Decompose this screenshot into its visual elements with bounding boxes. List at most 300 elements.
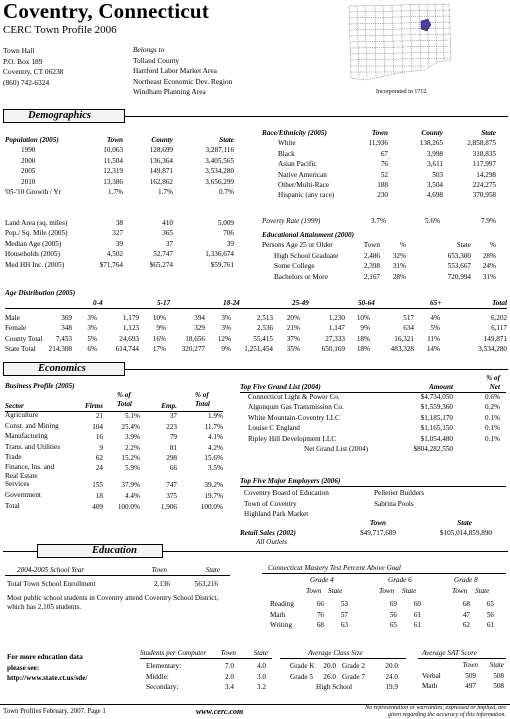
table-cell: 21%: [286, 324, 300, 333]
row-label: 2010: [21, 177, 36, 186]
table-cell: $65,274: [149, 260, 173, 269]
sector-label: Services: [5, 480, 30, 489]
table-cell: 1,230: [328, 313, 345, 322]
table-cell: 614,744: [115, 344, 139, 353]
table-cell: 9: [99, 443, 103, 452]
row-label: 2000: [21, 156, 36, 165]
table-cell: 318,835: [472, 149, 496, 158]
business-row: [5, 422, 227, 432]
grade-label: Grade K: [290, 662, 315, 671]
table-cell: 3,656,299: [205, 177, 234, 186]
table-cell: 0.7%: [219, 187, 234, 196]
subject-label: Reading: [270, 600, 294, 609]
table-cell: 68: [316, 620, 324, 629]
table-cell: 3%: [87, 324, 97, 333]
table-cell: 10%: [152, 313, 166, 322]
race-row: [262, 159, 506, 169]
grade-label: Grade 2: [342, 662, 365, 671]
race-table: Race/Ethnicity (2005) Town County State White 11,936 138,265 2,858,875 Black 67 3,998 318,835 Asian Pacific 76 3,611 117,997 Native American 52 503 14,298 Other/Multi-Race 188 3,504 224,275 Hispanic (any race) 230 4,698 370,958: [262, 128, 506, 201]
table-cell: 57: [340, 610, 348, 619]
table-cell: 24: [95, 464, 103, 473]
table-cell: 4%: [430, 313, 440, 322]
table-cell: 3,534,280: [205, 167, 234, 176]
land-row: [5, 260, 250, 270]
enrollment-rule: [5, 575, 230, 576]
table-cell: 52: [380, 170, 388, 179]
business-row: [5, 443, 227, 453]
table-cell: 509: [465, 671, 476, 680]
table-cell: 76: [316, 610, 324, 619]
table-cell: 3,534,280: [478, 344, 507, 353]
table-cell: 11%: [427, 334, 440, 343]
table-cell: 5.9%: [125, 464, 140, 473]
mastery-col-header: Town: [306, 586, 322, 595]
table-cell: 47: [462, 610, 470, 619]
table-cell: 1.7%: [108, 187, 123, 196]
business-row: [5, 453, 227, 463]
table-cell: 61: [413, 610, 421, 619]
population-row: [5, 166, 250, 176]
race-row: [262, 190, 506, 200]
table-cell: 16%: [152, 334, 166, 343]
table-cell: 117,997: [472, 160, 496, 169]
employers-rule: [240, 486, 506, 487]
table-cell: 720,994: [447, 272, 471, 281]
table-cell: 15.2%: [121, 453, 140, 462]
mastery-row: [262, 620, 506, 630]
row-label: Black: [278, 149, 295, 158]
sat-row: [418, 681, 506, 691]
sector-label: Total: [5, 502, 20, 511]
row-label: High School Graduate: [274, 251, 339, 260]
table-cell: 38: [115, 219, 123, 227]
row-label: Med HH Inc. (2005): [5, 260, 65, 269]
table-cell: 52,747: [153, 250, 173, 259]
table-cell: 136,364: [149, 156, 173, 165]
school-level-label: Secondary:: [146, 683, 179, 692]
class-size-table: Average Class Size Grade K 20.0 Grade 2 20.0 Grade 5 26.0 Grade 7 24.0 High School 19.9: [280, 648, 406, 693]
table-cell: 320,277: [181, 344, 205, 353]
table-cell: 19.9: [385, 683, 398, 692]
table-cell: 3.9%: [125, 433, 140, 442]
class-size-row: [280, 672, 406, 682]
town-title: Coventry, Connecticut: [3, 0, 210, 23]
spc-row: [140, 682, 272, 692]
taxpayer-name: Connecticut Light & Power Co.: [248, 393, 340, 401]
table-cell: 223: [166, 422, 177, 431]
table-cell: 162,862: [149, 177, 173, 186]
employer-row: [240, 499, 506, 509]
employer-name: Sabrina Pools: [374, 499, 414, 508]
grand-list-table: Top Five Grand List (2004) Amount % of Net Connecticut Light & Power Co. $4,734,050 0.6% Algonquin Gas Transmission Co. $1,559,360 0.2% White Mountain-Coventry LLC $1,185,170 0.1% Louise C England $1,165,150 0.1% Ripley Hill Development LLC $1,054,480 0.1% Net Grand List (2004) $804,282,550: [240, 376, 506, 454]
table-cell: 394: [194, 313, 205, 322]
spc-row: [140, 672, 272, 682]
employer-name: Town of Coventry: [244, 499, 297, 508]
business-row: [5, 491, 227, 501]
table-cell: 503: [432, 170, 443, 179]
spc-row: [140, 661, 272, 671]
employer-row: [240, 488, 506, 498]
table-cell: 327: [112, 229, 123, 238]
more-education-info: For more education data please see: http://www.state.ct.us/sde/: [7, 652, 127, 684]
table-cell: 3,405,565: [205, 156, 234, 165]
employer-name: Pelletier Builders: [374, 489, 425, 498]
sde-link[interactable]: http://www.state.ct.us/sde/: [7, 674, 88, 683]
sat-rule: [418, 658, 506, 659]
table-cell: 20.0: [323, 662, 336, 671]
table-cell: 24.0: [385, 672, 398, 681]
table-cell: 2,486: [363, 251, 380, 260]
table-cell: 4.0: [257, 662, 266, 671]
coventry-highlight: [421, 19, 431, 31]
table-cell: 69: [389, 600, 397, 609]
table-cell: 55,415: [253, 334, 273, 343]
age-group-header: 50-64: [358, 299, 375, 308]
table-cell: 76: [380, 160, 388, 169]
taxpayer-name: Ripley Hill Development LLC: [248, 434, 337, 443]
table-cell: 81: [169, 443, 177, 452]
age-group-header: 5-17: [157, 299, 171, 308]
table-cell: 100.0%: [200, 503, 223, 512]
grade-label: High School: [316, 683, 353, 692]
table-cell: 4.1%: [208, 433, 223, 442]
connecticut-town-map: [345, 0, 455, 82]
row-label: Households (2005): [5, 250, 60, 259]
table-cell: 10,063: [103, 146, 123, 155]
row-label: Pop./ Sq. Mile (2005): [5, 229, 68, 238]
education-attainment-row: [262, 261, 506, 271]
table-cell: 2,858,875: [467, 139, 496, 148]
mastery-col-header: Town: [452, 586, 468, 595]
table-cell: 2,398: [363, 262, 380, 271]
footer-disclaimer-1: No representation or warranties, expressed or implied, are: [365, 705, 506, 711]
table-cell: 3%: [221, 313, 231, 322]
business-row: [5, 411, 227, 421]
sector-label: Const. and Mining: [5, 421, 59, 430]
taxpayer-name: White Mountain-Coventry LLC: [248, 413, 340, 422]
education-banner: Education: [37, 544, 163, 558]
table-cell: 1.9%: [208, 412, 223, 421]
taxpayer-name: Louise C England: [248, 424, 300, 433]
table-cell: 508: [493, 682, 504, 691]
table-cell: 11,936: [368, 139, 388, 148]
table-cell: $1,054,480: [420, 434, 453, 443]
table-cell: 39: [115, 239, 123, 248]
table-cell: 1,179: [122, 313, 139, 322]
table-cell: 31%: [392, 262, 406, 271]
town-address: Town Hall P.O. Box 189 Coventry, CT 06238 (860) 742-6324: [3, 46, 64, 87]
mastery-col-header: State: [328, 586, 343, 595]
table-cell: 1,906: [160, 503, 177, 512]
land-row: [5, 228, 250, 238]
table-cell: 16: [95, 433, 103, 442]
table-cell: 1,123: [122, 324, 139, 333]
table-cell: 230: [377, 191, 388, 200]
school-level-label: Middle:: [146, 672, 169, 681]
demographics-banner: Demographics: [3, 109, 125, 123]
table-cell: 62: [95, 453, 103, 462]
table-cell: 3,504: [426, 180, 443, 189]
land-table: [5, 218, 250, 270]
row-label: 1990: [21, 146, 36, 155]
table-cell: 14%: [426, 344, 440, 353]
row-label: Female: [5, 324, 27, 333]
sat-score-table: Average SAT Score Town State Verbal 509 508 Math 497 508: [418, 648, 506, 692]
table-cell: 9%: [156, 324, 166, 333]
table-cell: 3%: [87, 313, 97, 322]
table-cell: 3.2: [257, 683, 266, 692]
table-cell: 155: [92, 481, 103, 490]
table-cell: $4,734,050: [420, 393, 453, 401]
age-row: [5, 323, 507, 333]
table-cell: 1,251,454: [244, 344, 273, 353]
table-cell: 12%: [217, 334, 231, 343]
class-size-rule: [280, 658, 406, 659]
table-cell: 37%: [286, 334, 300, 343]
table-cell: 35%: [286, 344, 300, 353]
table-cell: 37: [165, 239, 173, 248]
table-cell: 13,386: [103, 177, 123, 186]
table-cell: 53: [340, 600, 348, 609]
race-row: [262, 180, 506, 190]
sector-label: Government: [5, 490, 41, 499]
table-cell: 56: [389, 610, 397, 619]
sector-label: Manufacturing: [5, 432, 48, 441]
table-cell: 100.0%: [117, 503, 140, 512]
age-group-header: 25-49: [292, 299, 309, 308]
table-cell: 26.0: [323, 672, 336, 681]
table-cell: 1.7%: [158, 187, 173, 196]
table-cell: $71,764: [99, 260, 123, 269]
table-cell: 224,275: [472, 180, 496, 189]
mastery-row: [262, 599, 506, 609]
employer-name: Coventry Board of Education: [244, 489, 329, 498]
row-label: Hispanic (any race): [278, 191, 335, 200]
table-cell: 65: [389, 620, 397, 629]
table-cell: 2,536: [256, 324, 273, 333]
row-label: Asian Pacific: [278, 160, 317, 169]
table-cell: 1,147: [328, 324, 345, 333]
table-cell: 5.1%: [125, 412, 140, 421]
table-cell: 138,265: [419, 139, 443, 148]
table-cell: 3%: [221, 324, 231, 333]
table-cell: 0.2%: [485, 403, 500, 412]
row-label: Other/Multi-Race: [278, 180, 330, 189]
table-cell: 6,117: [491, 324, 507, 333]
grade-label: Grade 7: [342, 672, 365, 681]
table-cell: 9%: [360, 324, 370, 333]
table-cell: $1,165,150: [420, 424, 453, 433]
age-row: [5, 334, 507, 344]
table-cell: 17%: [152, 344, 166, 353]
table-cell: 214,308: [48, 344, 72, 353]
table-cell: 508: [493, 671, 504, 680]
table-cell: 5,009: [217, 219, 234, 227]
table-cell: 63: [340, 620, 348, 629]
table-cell: 14,298: [476, 170, 496, 179]
table-cell: 28%: [482, 251, 496, 260]
table-cell: 4.4%: [125, 491, 140, 500]
table-cell: 3.5%: [208, 464, 223, 473]
table-cell: 79: [169, 433, 177, 442]
table-cell: 4.2%: [208, 443, 223, 452]
table-cell: 11,504: [103, 156, 123, 165]
incorporated-date: Incorporated in 1712: [376, 89, 427, 95]
table-cell: 27,333: [325, 334, 345, 343]
table-cell: 61: [413, 620, 421, 629]
table-cell: 365: [162, 229, 173, 238]
age-group-header: 65+: [430, 299, 442, 308]
table-cell: 3,611: [427, 160, 443, 169]
table-cell: 37: [169, 412, 177, 421]
table-cell: 128,699: [149, 146, 173, 155]
row-label: 2005: [21, 167, 36, 176]
table-cell: 11.7%: [204, 422, 223, 431]
subject-label: Math: [270, 610, 286, 619]
education-attainment-row: [262, 251, 506, 261]
mastery-col-header: State: [475, 586, 490, 595]
sat-row: [418, 671, 506, 681]
table-cell: 66: [169, 464, 177, 473]
age-row: [5, 313, 507, 323]
table-cell: $1,559,360: [420, 403, 453, 412]
table-cell: 517: [403, 313, 414, 322]
race-row: [262, 170, 506, 180]
footer-page-info: Town Profiles February, 2007. Page 1: [3, 708, 106, 715]
table-cell: 20%: [286, 313, 300, 322]
race-row: [262, 149, 506, 159]
table-cell: 497: [465, 682, 476, 691]
table-cell: 2,167: [363, 272, 380, 281]
table-cell: 4,502: [106, 250, 123, 259]
population-row: [5, 156, 250, 166]
table-cell: 37.9%: [121, 481, 140, 490]
grand-list-row: [248, 392, 506, 402]
table-cell: 2.2%: [125, 443, 140, 452]
economics-banner: Economics: [3, 362, 125, 376]
table-cell: 188: [377, 180, 388, 189]
table-cell: 3.0: [257, 672, 266, 681]
table-cell: 28%: [392, 272, 406, 281]
age-total-header: Total: [492, 299, 507, 308]
row-label: Median Age (2005): [5, 239, 62, 248]
row-label: County Total: [5, 334, 43, 343]
race-row: [262, 138, 506, 148]
table-cell: 0.1%: [485, 413, 500, 422]
subject-label: Writing: [270, 620, 293, 629]
table-cell: 0.1%: [485, 434, 500, 443]
table-cell: 149,871: [149, 167, 173, 176]
age-group-header: 18-24: [223, 299, 240, 308]
education-attainment-table: Educational Attainment (2000) Persons Age 25 or Older Town % State % High School Graduate 2,486 32% 653,300 28% Some College 2,398 31% 553,667 24% Bachelors or More 2,167 28% 720,994 31%: [262, 230, 506, 282]
grand-list-row: [248, 434, 506, 444]
table-cell: 9%: [221, 344, 231, 353]
business-row: [5, 463, 227, 480]
row-label: Native American: [278, 170, 327, 179]
profile-subtitle: CERC Town Profile 2006: [3, 24, 117, 36]
table-cell: 149,871: [483, 334, 507, 343]
table-cell: 0.6%: [485, 393, 500, 401]
table-cell: 39: [226, 239, 234, 248]
table-cell: $59,761: [210, 260, 234, 269]
table-cell: 6,202: [490, 313, 507, 322]
mastery-col-header: State: [402, 586, 417, 595]
age-header-rule: [5, 308, 507, 309]
table-cell: 0.1%: [485, 424, 500, 433]
table-cell: 104: [92, 422, 103, 431]
table-cell: 1,336,674: [205, 250, 234, 259]
population-row: [5, 187, 250, 197]
footer-disclaimer-2: given regarding the accuracy of this information.: [387, 712, 506, 718]
sat-subject-label: Math: [422, 682, 438, 691]
table-cell: 410: [162, 219, 173, 227]
row-label: Land Area (sq. miles): [5, 219, 68, 227]
table-cell: 409: [92, 503, 103, 512]
table-cell: 2.0: [225, 672, 234, 681]
retail-sales-table: Town State Retail Sales (2002) $49,717,689 $105,014,859,890 All Outlets: [240, 519, 492, 547]
table-cell: 24%: [482, 262, 496, 271]
employer-name: Highland Park Market: [244, 510, 309, 519]
sector-label: Trans. and Utilities: [5, 442, 61, 451]
table-cell: 18%: [356, 334, 370, 343]
table-cell: 4,698: [426, 191, 443, 200]
class-size-row: [280, 682, 406, 692]
school-level-label: Elementary:: [146, 662, 182, 671]
mastery-col-header: Town: [379, 586, 395, 595]
major-employers-table: Top Five Major Employers (2006) Coventry Board of Education Pelletier Builders Town of Coventry Sabrina Pools Highland Park Market: [240, 476, 506, 520]
table-cell: 18: [95, 491, 103, 500]
enrollment-table: 2004-2005 School Year Town State Total Town School Enrollment 2,136 563,216 Most public school students in Coventry attend Coventry School District, which has 2,105 students.: [5, 565, 230, 613]
taxpayer-name: Algonquin Gas Transmission Co.: [248, 403, 344, 412]
table-cell: 3.4: [225, 683, 234, 692]
table-cell: 32%: [392, 251, 406, 260]
belongs-to: Belongs to Tolland County Hartford Labor Market Area Northeast Economic Dev. Region Windham Planning Area: [133, 45, 233, 97]
row-label: State Total: [5, 344, 36, 353]
table-cell: 65: [486, 600, 494, 609]
grand-list-row: [248, 413, 506, 423]
table-cell: 39.2%: [204, 481, 223, 490]
table-cell: 634: [403, 324, 414, 333]
row-label: Some College: [274, 262, 315, 271]
spc-rule: [140, 658, 272, 659]
table-cell: 61: [486, 620, 494, 629]
table-cell: 747: [166, 481, 177, 490]
table-cell: 3,287,116: [205, 146, 234, 155]
footer-website[interactable]: www.cerc.com: [196, 707, 244, 716]
population-row: [5, 145, 250, 155]
grand-list-row: [248, 423, 506, 433]
district-note: Most public school students in Coventry attend Coventry School District, which has 2,105 students.: [7, 593, 219, 612]
sector-label: Agriculture: [5, 411, 39, 420]
table-cell: 2,513: [256, 313, 273, 322]
population-table: Population (2005) Town County State 1990 10,063 128,699 3,287,116 2000 11,504 136,364 3,405,565 2005 12,319 149,871 3,534,280 2010 13,386 162,862 3,656,299 '05-'10 Growth / Yr 1.7% 1.7% 0.7%: [5, 135, 250, 197]
table-cell: 7.0: [225, 662, 234, 671]
business-profile-table: Business Profile (2005) Sector Firms % of Total Emp. % of Total Agriculture 21 5.1% 37 1.9% Const. and Mining 104 25.4% 223 11.7% Manufacturing 16 3.9% 79 4.1% Trans. and Utilities 9 2.2% 81 4.2% Trade 62 15.2% 298 15.6% Finance, Ins. and Real Estate 24 5.9% 66 3.5% Services 155 37.9% 747 39.2% Government 18 4.4% 375 19.7% Total 409 100.0% 1,906 100.0%: [5, 381, 227, 513]
business-row: [5, 480, 227, 490]
mastery-row: [262, 610, 506, 620]
table-cell: 370,958: [472, 191, 496, 200]
table-cell: 62: [462, 620, 470, 629]
poverty-row: Poverty Rate (1999) 3.7% 5.6% 7.9%: [262, 217, 496, 225]
table-cell: 650,169: [321, 344, 345, 353]
mastery-test-table: Connecticut Mastery Test Percent Above Goal Grade 4 Grade 6 Grade 8 Town State Town State Town State Reading 66 53 69 60 68 65 Math 76 57 56 61 47 56 Writing 68 63 65 61 62 61: [262, 563, 506, 630]
age-group-header: 0-4: [93, 299, 103, 308]
table-cell: 15.6%: [204, 453, 223, 462]
age-row: [5, 344, 507, 354]
grand-list-row: [248, 402, 506, 412]
table-cell: 67: [380, 149, 388, 158]
row-label: White: [278, 139, 296, 148]
